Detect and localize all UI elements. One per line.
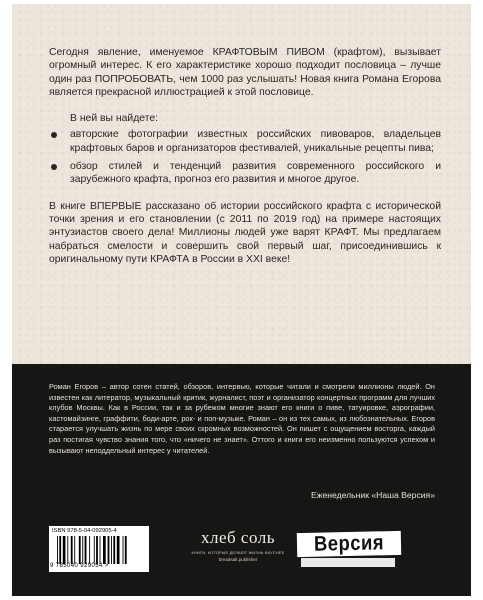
quote-source: Еженедельник «Наша Версия» [311,490,435,500]
publisher-name: хлеб соль [201,528,275,547]
isbn-label: ISBN 978-5-04-092905-4 [52,528,117,534]
author-bio: Роман Егоров – автор сотен статей, обзоров, интервью, которые читали и смотрели миллионы людей. Он известен как литератор, музыкальный критик, журналист, поэт и организатор концертных программ для лучших клубов Москвы. Как в России, так и за рубежом многие знают его книги о пиве, татуировке, аэрографии, кастомайзинге, граффити, боди-арте, рок- и поп-музыке. Роман – он из тех самых, из любознательных. Егоров старается улучшать жизнь по мере своих скромных возможностей. Он пишет с ощущением восторга, каждый раз постигая чувство знания того, что «ничего не знает». Оттого и книги его неизменно пользуются успехом и вызывают неподдельный интерес у читателей. [49,382,435,455]
feature-item: обзор стилей и тенденций развития современного российского и зарубежного крафта, прогноз его развития и многое другое. [49,160,441,187]
blurb-section [49,46,441,266]
paper-panel [12,4,471,364]
history-paragraph: В книге ВПЕРВЫЕ рассказано об истории российского крафта с исторической точки зрения и его становлении (с 2011 по 2019 год) на примере настоящих энтузиастов своего дела! Миллионы людей уже варят КРАФТ. Мы предлагаем набраться смелости и совершить свой первый шаг, присоединившись к оригинальному пути КРАФТА в России в XXI веке! [49,200,441,265]
barcode [49,526,149,572]
publisher-logo [185,529,291,569]
book-back-cover [12,4,471,596]
barcode-number: 9 785040 929054 > [50,563,109,569]
feature-item: авторские фотографии известных российских пивоваров, владельцев крафтовых баров и организаторов фестивалей, уникальные рецепты пива; [49,128,441,155]
intro-paragraph: Сегодня явление, именуемое КРАФТОВЫМ ПИВОМ (крафтом), вызывает огромный интерес. К его характеристике хорошо подходит пословица – лучше один раз ПОПРОБОВАТЬ, чем 1000 раз услышать! Новая книга Романа Егорова является прекрасной иллюстрацией к этой пословице. [49,47,441,98]
versia-name: Версия [313,531,385,556]
publisher-handle: breadsalt.publisher [218,557,258,562]
find-label: В ней вы найдете: [70,113,159,125]
versia-logo [297,531,401,557]
feature-list [49,128,441,186]
author-panel [12,364,471,596]
versia-logo-band [301,558,395,567]
barcode-bars [56,536,146,564]
publisher-tagline: КНИГИ, КОТОРЫЕ ДЕЛАЮТ ЖИЗНЬ ВКУСНЕЕ [191,550,285,555]
